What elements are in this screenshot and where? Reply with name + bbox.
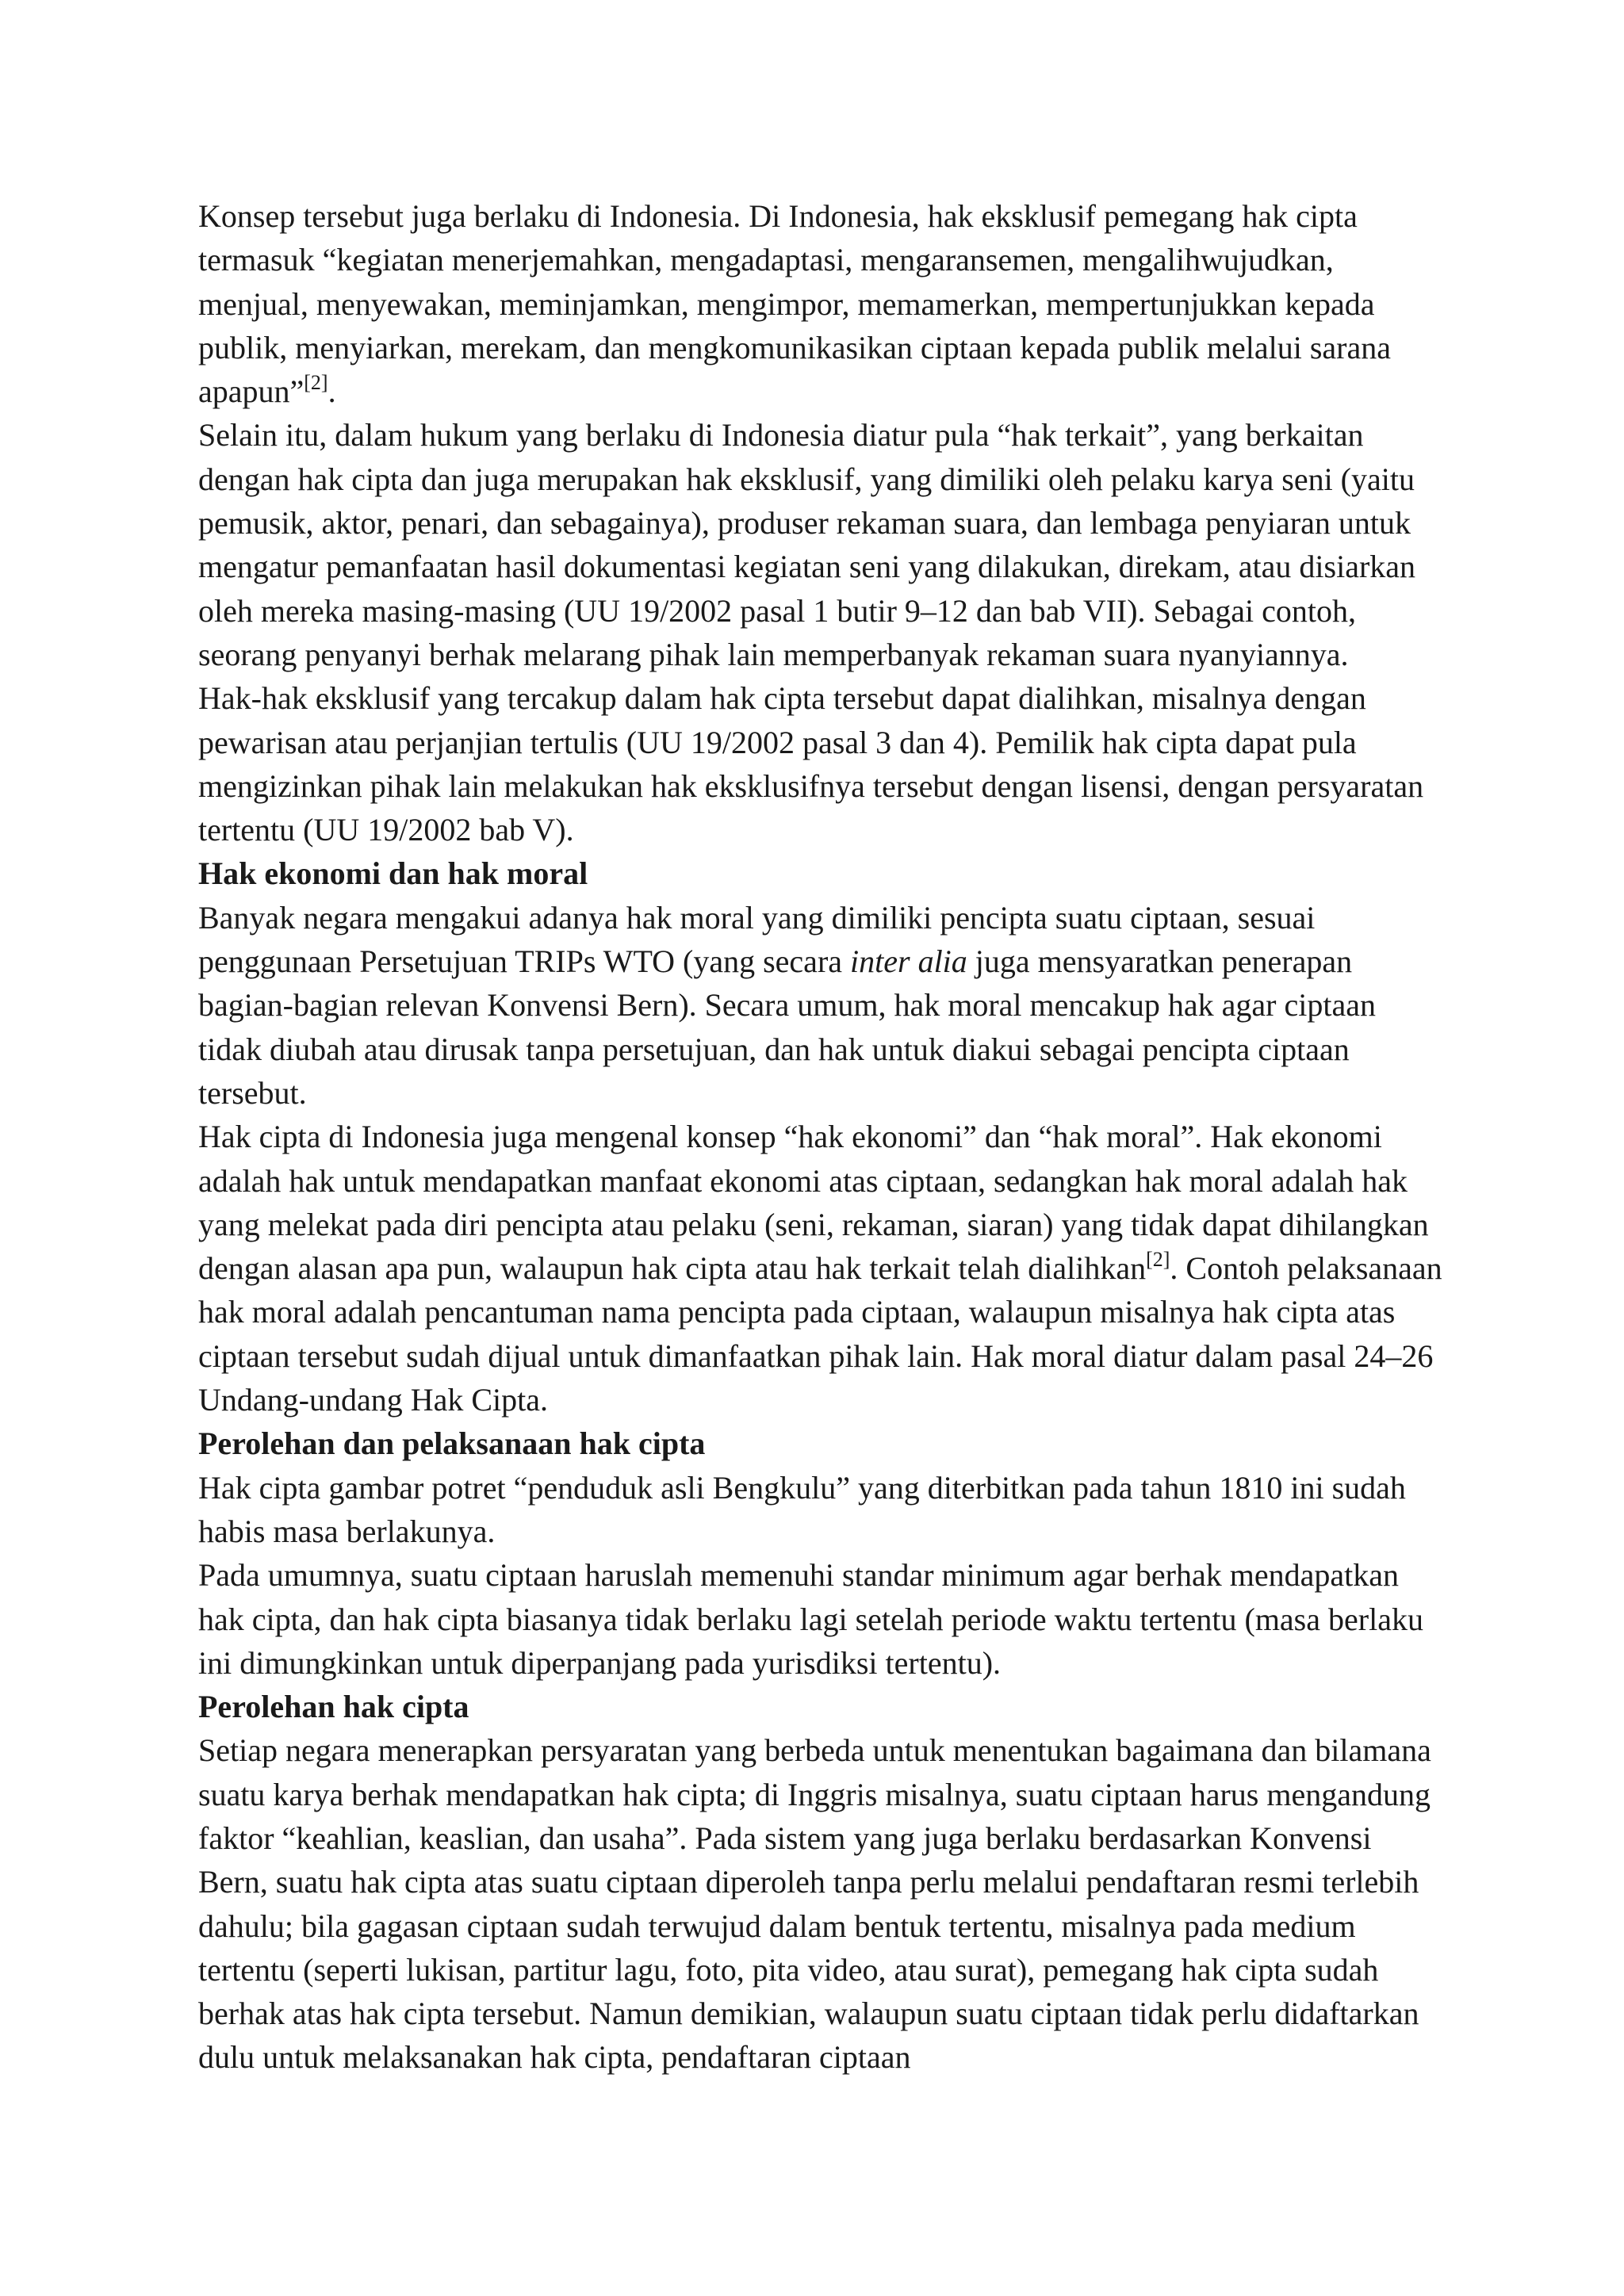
text-run: Perolehan hak cipta xyxy=(198,1689,469,1725)
paragraph-persyaratan-negara xyxy=(198,1728,1443,2079)
paragraph-hak-ekonomi-indonesia xyxy=(198,1115,1443,1422)
text-run: Hak cipta gambar potret “penduduk asli Bengkulu” yang diterbitkan pada tahun 1810 ini sudah habis masa berlakunya. xyxy=(198,1469,1406,1549)
citation-reference: [2] xyxy=(1146,1248,1170,1272)
document-page xyxy=(198,194,1443,2080)
heading-hak-ekonomi-moral xyxy=(198,851,1443,895)
text-run: . Contoh pelaksanaan hak moral adalah pencantuman nama pencipta pada ciptaan, walaupun misalnya hak cipta atas ciptaan tersebut sudah dijual untuk dimanfaatkan pihak lain. Hak moral diatur dalam pasal 24–26 Undang-undang Hak Cipta. xyxy=(198,1250,1442,1418)
paragraph-potret-bengkulu xyxy=(198,1466,1443,1554)
heading-perolehan-pelaksanaan xyxy=(198,1422,1443,1465)
text-run: . xyxy=(327,373,336,410)
paragraph-standar-minimum xyxy=(198,1553,1443,1685)
text-run: juga mensyaratkan penerapan bagian-bagian relevan Konvensi Bern). Secara umum, hak moral mencakup hak agar ciptaan tidak diubah atau dirusak tanpa persetujuan, dan hak untuk diakui sebagai pencipta ciptaan tersebut. xyxy=(198,943,1376,1111)
text-run: Konsep tersebut juga berlaku di Indonesia. Di Indonesia, hak eksklusif pemegang hak cipta termasuk “kegiatan menerjemahkan, mengadaptasi, mengaransemen, mengalihwujudkan, menjual, menyewakan, meminjamkan, mengimpor, memamerkan, mempertunjukkan kepada publik, menyiarkan, merekam, dan mengkomunikasikan ciptaan kepada publik melalui sarana apapun” xyxy=(198,198,1391,410)
text-run: Hak ekonomi dan hak moral xyxy=(198,855,588,892)
text-run: Hak cipta di Indonesia juga mengenal konsep “hak ekonomi” dan “hak moral”. Hak ekonomi adalah hak untuk mendapatkan manfaat ekonomi atas ciptaan, sedangkan hak moral adalah hak yang melekat pada diri pencipta atau pelaku (seni, rekaman, siaran) yang tidak dapat dihilangkan dengan alasan apa pun, walaupun hak cipta atau hak terkait telah dialihkan xyxy=(198,1119,1429,1287)
paragraph-hak-moral-negara xyxy=(198,896,1443,1115)
text-run: Setiap negara menerapkan persyaratan yang berbeda untuk menentukan bagaimana dan bilamana suatu karya berhak mendapatkan hak cipta; di Inggris misalnya, suatu ciptaan harus mengandung faktor “keahlian, keaslian, dan usaha”. Pada sistem yang juga berlaku berdasarkan Konvensi Bern, suatu hak cipta atas suatu ciptaan diperoleh tanpa perlu melalui pendaftaran resmi terlebih dahulu; bila gagasan ciptaan sudah terwujud dalam bentuk tertentu, misalnya pada medium tertentu (seperti lukisan, partitur lagu, foto, pita video, atau surat), pemegang hak cipta sudah berhak atas hak cipta tersebut. Namun demikian, walaupun suatu ciptaan tidak perlu didaftarkan dulu untuk melaksanakan hak cipta, pendaftaran ciptaan xyxy=(198,1732,1431,2076)
text-run: Hak-hak eksklusif yang tercakup dalam hak cipta tersebut dapat dialihkan, misalnya dengan pewarisan atau perjanjian tertulis (UU 19/2002 pasal 3 dan 4). Pemilik hak cipta dapat pula mengizinkan pihak lain melakukan hak eksklusifnya tersebut dengan lisensi, dengan persyaratan tertentu (UU 19/2002 bab V). xyxy=(198,680,1424,848)
heading-perolehan-hak-cipta xyxy=(198,1685,1443,1728)
text-run: Perolehan dan pelaksanaan hak cipta xyxy=(198,1425,706,1462)
text-run: Banyak negara mengakui adanya hak moral yang dimiliki pencipta suatu ciptaan, sesuai penggunaan Persetujuan TRIPs WTO (yang secara xyxy=(198,899,1316,980)
paragraph-hak-dialihkan xyxy=(198,676,1443,851)
text-run: Selain itu, dalam hukum yang berlaku di Indonesia diatur pula “hak terkait”, yang berkaitan dengan hak cipta dan juga merupakan hak eksklusif, yang dimiliki oleh pelaku karya seni (yaitu pemusik, aktor, penari, dan sebagainya), produser rekaman suara, dan lembaga penyiaran untuk mengatur pemanfaatan hasil dokumentasi kegiatan seni yang dilakukan, direkam, atau disiarkan oleh mereka masing-masing (UU 19/2002 pasal 1 butir 9–12 dan bab VII). Sebagai contoh, seorang penyanyi berhak melarang pihak lain memperbanyak rekaman suara nyanyiannya. xyxy=(198,417,1416,672)
italic-phrase: inter alia xyxy=(850,943,967,980)
text-run: Pada umumnya, suatu ciptaan haruslah memenuhi standar minimum agar berhak mendapatkan hak cipta, dan hak cipta biasanya tidak berlaku lagi setelah periode waktu tertentu (masa berlaku ini dimungkinkan untuk diperpanjang pada yurisdiksi tertentu). xyxy=(198,1557,1423,1681)
paragraph-hak-terkait xyxy=(198,413,1443,676)
paragraph-konsep-indonesia xyxy=(198,194,1443,413)
citation-reference: [2] xyxy=(304,371,328,395)
